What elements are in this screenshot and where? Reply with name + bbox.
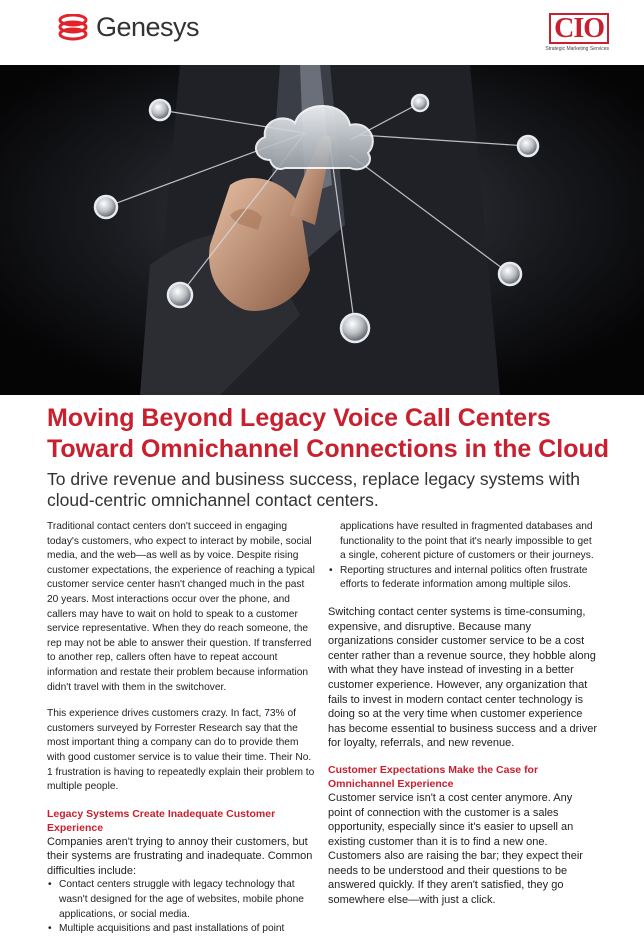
genesys-swirl-icon — [58, 14, 88, 42]
genesys-logo — [58, 12, 199, 43]
cio-logo — [545, 13, 609, 52]
difficulties-list-continued — [328, 520, 598, 593]
title-line-1: Moving Beyond Legacy Voice Call Centers — [47, 404, 551, 432]
list-item: • Multiple acquisitions and past installations of point — [47, 922, 315, 937]
paragraph-forrester: This experience drives customers crazy. In fact, 73% of customers surveyed by Forrester Research say that the most important thing a company can do to provide them with good customer service is to value their time. Their No. 1 frustration is having to repeatedly explain their problem to multiple people. — [47, 708, 315, 793]
difficulties-list — [47, 878, 315, 936]
list-item-continued — [328, 520, 598, 564]
paragraph-switching: Switching contact center systems is time-consuming, expensive, and disruptive. Because many organizations consider customer service to be a cost center rather than a revenue source, they hobble along with what they have instead of investing in a better customer experience. However, any organization that fails to invest in modern contact center technology is doing so at the very time when customer experience has become essential to business success and a driver for loyalty, referrals, and new revenue. — [328, 605, 598, 750]
paragraph-difficulties: Companies aren't trying to annoy their customers, but their systems are frustrating and inadequate. Common difficulties include: — [47, 835, 313, 877]
cio-wordmark: CIO — [549, 13, 609, 44]
hero-photo-illustration — [0, 65, 644, 395]
list-item: • Contact centers struggle with legacy technology that wasn't designed for the age of websites, mobile phone applications, or social media. — [47, 878, 315, 922]
subhead-legacy: Legacy Systems Create Inadequate Customer Experience — [47, 807, 276, 834]
paragraph-intro: Traditional contact centers don't succeed in engaging today's customers, who expect to interact by mobile, social media, and the web—as well as by voice. Despite rising customer expectations, the experience of reaching a typical customer service center hasn't changed much in the past 20 years. Most interactions occur over the phone, and callers may have to wait on hold to speak to a customer service representative. When they do reach someone, the rep may not be able to answer their question. If transferred to another rep, callers often have to repeat account information and restate their problem because information didn't travel with them in the switchover. — [47, 521, 315, 693]
header — [0, 0, 644, 65]
brand-name: Genesys — [96, 12, 200, 42]
cio-tagline: Strategic Marketing Services — [545, 46, 609, 52]
paragraph-expectations: Customer service isn't a cost center anymore. Any point of connection with the customer is a sales opportunity, especially since it's easier to upsell an existing customer than it is to find a new one. Customers also are raising the bar; they expect their needs to be understood and their questions to be answered quickly. If they aren't satisfied, they go somewhere else—with just a click. — [328, 791, 583, 907]
list-item: • Reporting structures and internal politics often frustrate efforts to federate information among multiple silos. — [328, 564, 598, 593]
subhead-expectations: Customer Expectations Make the Case for Omnichannel Experience — [328, 763, 539, 790]
article-deck: To drive revenue and business success, replace legacy systems with cloud-centric omnichannel contact centers. — [47, 469, 581, 510]
hero-image — [0, 65, 644, 395]
article-title — [47, 403, 627, 465]
title-line-2: Toward Omnichannel Connections in the Cloud — [47, 435, 610, 463]
left-column — [47, 520, 315, 937]
list-item-text: applications have resulted in fragmented databases and functionality to the point that it's nearly impossible to get a single, coherent picture of customers or their journeys. — [340, 521, 594, 562]
right-column — [328, 520, 598, 920]
